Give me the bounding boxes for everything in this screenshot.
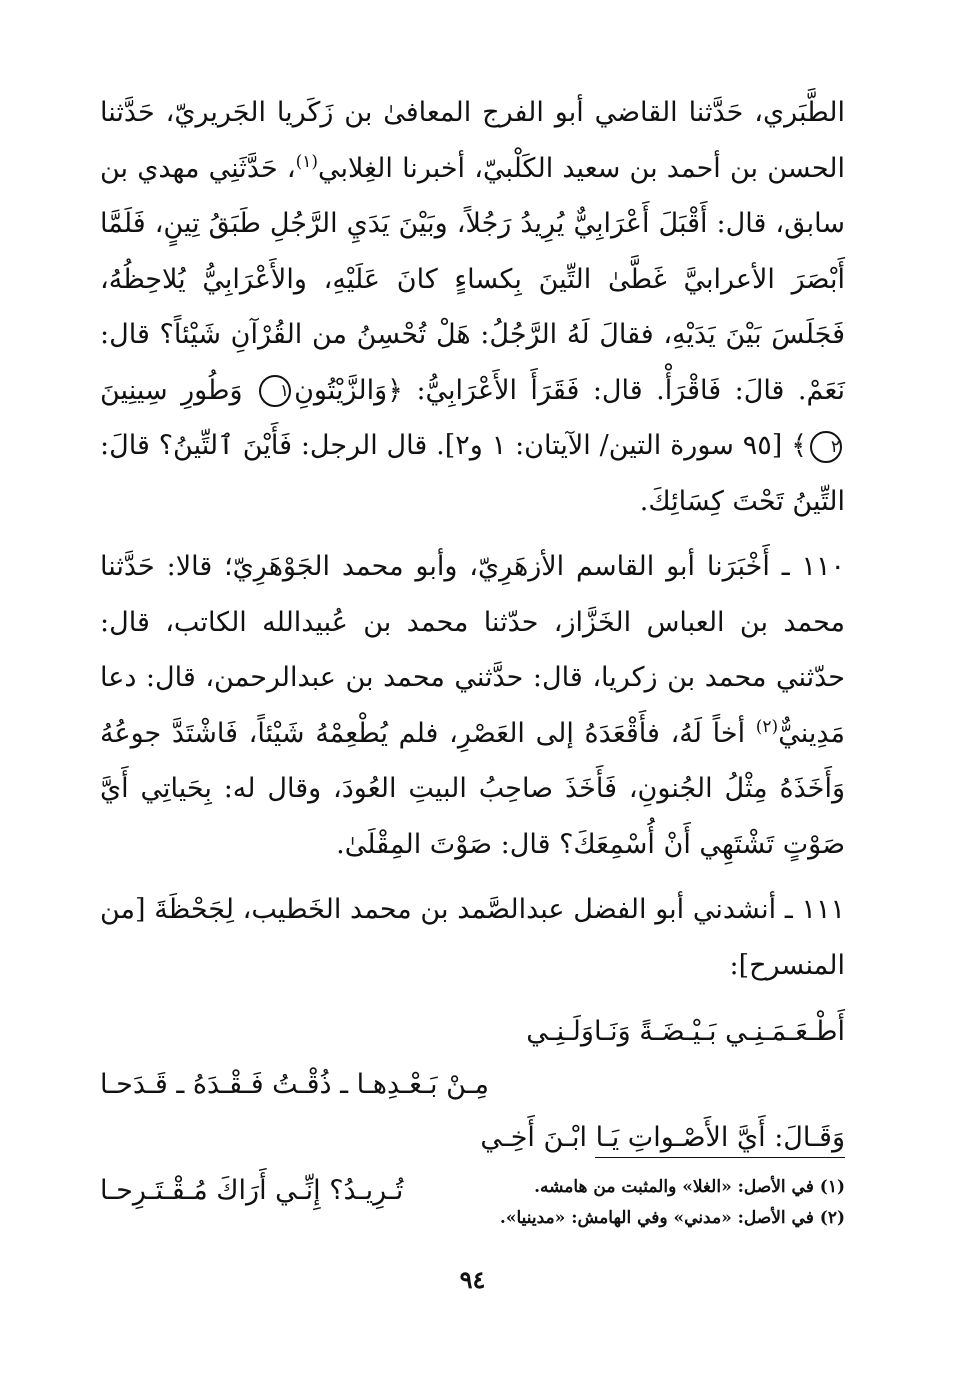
paragraph-text: أخاً لَهُ، فأَقْعَدَهُ إلى العَصْرِ، فلم يُطْعِمْهُ شَيْئاً، فَاشْتَدَّ جوعُهُ وَأَخَذَهُ مِثْلُ الجُنونِ، فَأَخَذَ صاحِبُ البيتِ العُودَ، وقال له: بِحَياتِي أَيَّ صَوْتٍ تَشْتَهِي أَنْ أُسْمِعَكَ؟ قال: صَوْتَ المِقْلَىٰ. (100, 717, 845, 860)
footnote-item (100, 1172, 845, 1203)
page-number: ٩٤ (459, 1265, 486, 1294)
paragraph-text: ١١١ ـ أنشدني أبو الفضل عبدالصَّمد بن محمد الخَطيب، لِجَحْظَةَ [من المنسرح]: (100, 894, 845, 981)
quran-text: وَطُورِ سِينِينَ (100, 374, 243, 406)
verse-line: وَقَـالَ: أَيَّ الأَصْـواتِ يَـا ابْـنَ أَخِـي (480, 1122, 845, 1153)
footnote-reference-1[interactable]: (١) (295, 151, 319, 172)
footnote-item (100, 1203, 845, 1234)
footnote-reference-2[interactable]: (٢) (755, 716, 779, 737)
footnote-divider (595, 1157, 845, 1158)
footnote-text: في الأصل: «الغلا» والمثبت من هامشه. (534, 1177, 814, 1197)
paragraph-hadith-110 (100, 539, 845, 872)
paragraph-text: الطَّبَري، حَدَّثنا القاضي أبو الفرج المعافىٰ بن زَكَريا الجَريريّ، حَدَّثنا الحسن بن أحمد بن سعيد الكَلْبيّ، أخبرنا الغِلابي (100, 97, 845, 184)
footnote-number: (٢) (819, 1208, 845, 1228)
footnotes-section (100, 1157, 845, 1234)
paragraph-hadith-109 (100, 85, 845, 529)
paragraph-text: ١١٠ ـ أَخْبَرَنا أبو القاسم الأزهَرِيّ، وأبو محمد الجَوْهَرِيّ؛ قالا: حَدَّثنا محمد بن العباس الخَزَّاز، حدّثنا محمد بن عُبيدالله الكاتب، قال: حدّثني محمد بن زكريا، قال: حدَّثني محمد بن عبدالرحمن، قال: دعا مَدِينيٌّ (100, 551, 845, 749)
paragraph-text: ، حَدَّثَنِي مهدي بن سابق، قال: أَقْبَلَ أَعْرَابِيٌّ يُرِيدُ رَجُلاً، وبَيْنَ يَدَيِ الرَّجُلِ طَبَقُ تِينٍ، فَلَمَّا أَبْصَرَ الأعرابيَّ غَطَّىٰ التِّينَ بِكساءٍ كانَ عَلَيْهِ، والأَعْرَابِيُّ يُلاحِظُهُ، فَجَلَسَ بَيْنَ يَدَيْهِ، فقالَ لَهُ الرَّجُلُ: هَلْ تُحْسِنُ من القُرْآنِ شَيْئاً؟ قال: نَعَمْ. قالَ: فَاقْرَأْ. قال: فَقَرَأَ الأَعْرَابِيُّ: ﴿وَالزَّيْتُونِ (100, 152, 846, 406)
ayah-number-marker: ١ (259, 375, 291, 407)
verse-line: تُـرِيـدُ؟ إِنِّـي أَرَاكَ مُـقْـتَـرِحـا (100, 1175, 404, 1206)
paragraph-text: ﴾ [٩٥ سورة التين/ الآيتان: ١ و٢]. قال الرجل: فَأَيْنَ ٱلتِّينُ؟ قالَ: التِّينُ تَحْتَ كِسَائِكَ. (100, 430, 845, 517)
footnote-text: في الأصل: «مدني» وفي الهامش: «مدينيا». (499, 1208, 814, 1228)
verse-line: مِـنْ بَـعْـدِهـا ـ ذُقْـتُ فَـقْـدَهُ ـ قَـدَحـا (100, 1069, 490, 1100)
ayah-number-marker: ٢ (810, 431, 842, 463)
footnote-number: (١) (819, 1177, 845, 1197)
verse-line: أَطْـعَـمَـنِـي بَـيْـضَـةً وَنَـاوَلَـنِـي (526, 1016, 845, 1047)
book-page (100, 85, 845, 1325)
paragraph-hadith-111 (100, 882, 845, 993)
